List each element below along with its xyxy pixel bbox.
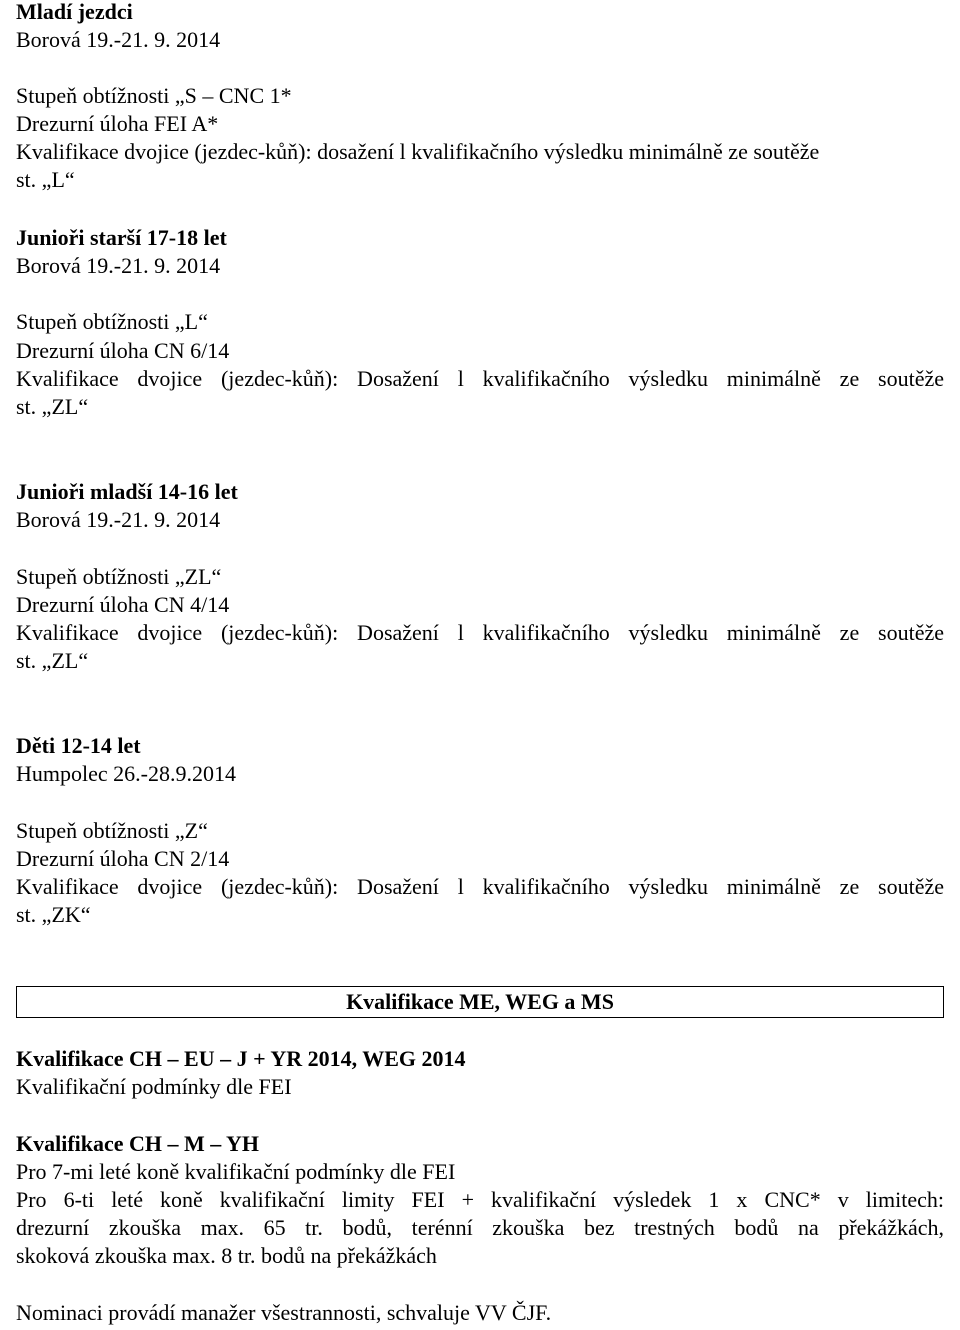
section-test: Drezurní úloha FEI A*: [16, 111, 219, 136]
section-heading: Mladí jezdci: [16, 0, 133, 24]
ch-m-line: skoková zkouška max. 8 tr. bodů na překážkách: [16, 1243, 437, 1268]
ch-m-line: Pro 7-mi leté koně kvalifikační podmínky dle FEI: [16, 1159, 456, 1184]
ch-m-heading: Kvalifikace CH – M – YH: [16, 1131, 259, 1156]
section-place: Borová 19.-21. 9. 2014: [16, 253, 221, 278]
section-test: Drezurní úloha CN 4/14: [16, 592, 230, 617]
section-qualification-cont: st. „ZK“: [16, 902, 91, 927]
ch-m-line: Pro 6-ti leté koně kvalifikační limity FEI + kvalifikační výsledek 1 x CNC* v limitech:: [16, 1187, 944, 1212]
section-place: Humpolec 26.-28.9.2014: [16, 761, 236, 786]
section-level: Stupeň obtížnosti „ZL“: [16, 564, 222, 589]
section-qualification: Kvalifikace dvojice (jezdec-kůň): dosažení l kvalifikačního výsledku minimálně ze soutěže: [16, 139, 820, 164]
qualification-box-title: Kvalifikace ME, WEG a MS: [16, 986, 944, 1018]
ch-m-line: drezurní zkouška max. 65 tr. bodů, terénní zkouška bez trestných bodů na překážkách,: [16, 1215, 944, 1240]
section-qualification: Kvalifikace dvojice (jezdec-kůň): Dosažení l kvalifikačního výsledku minimálně ze soutěže: [16, 366, 944, 391]
section-qualification-cont: st. „ZL“: [16, 394, 89, 419]
section-qualification-cont: st. „ZL“: [16, 648, 89, 673]
section-level: Stupeň obtížnosti „Z“: [16, 818, 208, 843]
section-heading: Junioři starší 17-18 let: [16, 225, 227, 250]
section-level: Stupeň obtížnosti „S – CNC 1*: [16, 83, 292, 108]
section-place: Borová 19.-21. 9. 2014: [16, 27, 221, 52]
nomination-note: Nominaci provádí manažer všestrannosti, schvaluje VV ČJF.: [16, 1300, 552, 1325]
section-test: Drezurní úloha CN 6/14: [16, 338, 230, 363]
section-place: Borová 19.-21. 9. 2014: [16, 507, 221, 532]
section-level: Stupeň obtížnosti „L“: [16, 309, 208, 334]
section-test: Drezurní úloha CN 2/14: [16, 846, 230, 871]
section-heading: Junioři mladší 14-16 let: [16, 479, 238, 504]
section-qualification-cont: st. „L“: [16, 167, 75, 192]
ch-eu-heading: Kvalifikace CH – EU – J + YR 2014, WEG 2014: [16, 1046, 466, 1071]
section-qualification: Kvalifikace dvojice (jezdec-kůň): Dosažení l kvalifikačního výsledku minimálně ze soutěže: [16, 874, 944, 899]
ch-eu-text: Kvalifikační podmínky dle FEI: [16, 1074, 292, 1099]
section-qualification: Kvalifikace dvojice (jezdec-kůň): Dosažení l kvalifikačního výsledku minimálně ze soutěže: [16, 620, 944, 645]
section-heading: Děti 12-14 let: [16, 733, 141, 758]
